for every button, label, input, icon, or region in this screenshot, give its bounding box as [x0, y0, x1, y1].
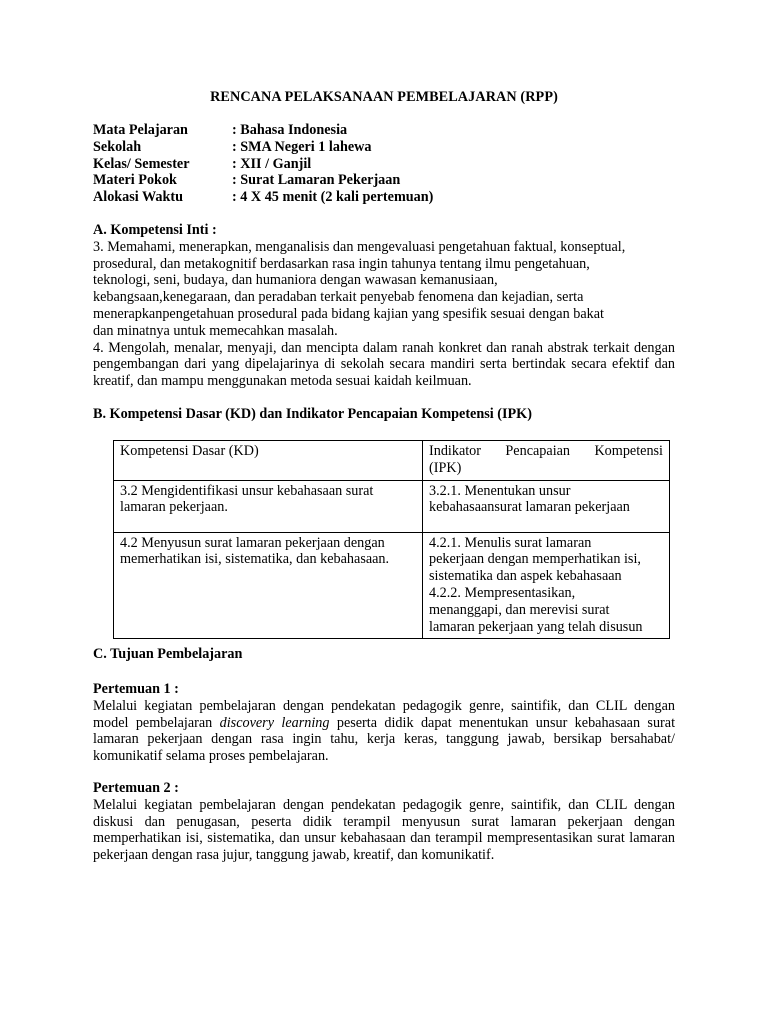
header-ipk-line2: (IPK)	[429, 459, 462, 476]
p1-text-before: Melalui kegiatan pembelajaran dengan pendekatan pedagogik genre, saintifik, dan CLIL dengan model pembelajaran	[93, 697, 675, 731]
meta-value: : SMA Negeri 1 lahewa	[232, 138, 372, 155]
meta-row	[93, 122, 675, 139]
identity-block	[93, 122, 675, 206]
ki-3-line: prosedural, dan metakognitif berdasarkan rasa ingin tahunya tentang ilmu pengetahuan,	[93, 255, 590, 272]
meta-value: : 4 X 45 menit (2 kali pertemuan)	[232, 189, 434, 206]
header-ipk-word: Kompetensi	[594, 443, 663, 459]
meta-key: Sekolah	[93, 138, 142, 155]
section-a	[93, 222, 675, 390]
ipk-line: 4.2.2. Mempresentasikan,	[429, 584, 576, 601]
ipk-line: lamaran pekerjaan yang telah disusun	[429, 618, 643, 635]
table-header-row	[114, 441, 670, 481]
meta-key: Mata Pelajaran	[93, 122, 188, 138]
kd-cell: 3.2 Mengidentifikasi unsur kebahasaan surat lamaran pekerjaan.	[114, 480, 423, 532]
ki-3-line: teknologi, seni, budaya, dan humaniora dengan wawasan kemanusiaan,	[93, 272, 498, 289]
header-ipk-word: Indikator	[429, 443, 482, 459]
header-ipk-word: Pencapaian	[505, 443, 571, 459]
ipk-line: pekerjaan dengan memperhatikan isi,	[429, 551, 641, 568]
meta-key: Alokasi Waktu	[93, 189, 184, 206]
meta-value: : Surat Lamaran Pekerjaan	[232, 172, 401, 189]
meta-key: Materi Pokok	[93, 172, 177, 189]
ki-3-line: menerapkanpengetahuan prosedural pada bidang kajian yang spesifik sesuai dengan bakat	[93, 305, 604, 322]
ipk-cell	[423, 480, 670, 532]
pertemuan-1-heading: Pertemuan 1 :	[93, 681, 179, 697]
meta-row	[93, 139, 675, 156]
p1-text-italic: discovery learning	[219, 714, 330, 731]
pertemuan-2-text: Melalui kegiatan pembelajaran dengan pendekatan pedagogik genre, saintifik, dan CLIL dengan diskusi dan penugasan, peserta didik terampil menyusun surat lamaran pekerjaan dengan memperhatikan isi, sistematika, dan unsur kebahasaan dan terampil mempresentasikan surat lamaran pekerjaan dengan rasa jujur, tanggung jawab, kreatif, dan komunikatif.	[93, 796, 675, 864]
document-title: RENCANA PELAKSANAAN PEMBELAJARAN (RPP)	[210, 89, 558, 105]
kd-cell: 4.2 Menyusun surat lamaran pekerjaan dengan memerhatikan isi, sistematika, dan kebahasaan.	[114, 532, 423, 639]
ki-3-line: kebangsaan,kenegaraan, dan peradaban terkait penyebab fenomena dan kejadian, serta	[93, 289, 584, 306]
meta-row	[93, 156, 675, 173]
meta-value: : Bahasa Indonesia	[232, 122, 348, 138]
ipk-line: menanggapi, dan merevisi surat	[429, 601, 610, 618]
p1-text-after: peserta didik dapat menentukan unsur kebahasaan surat lamaran pekerjaan dengan rasa ingin tahu, kerja keras, tanggung jawab, bersikap bersahabat/ komunikatif selama proses pembelajaran.	[93, 714, 676, 765]
meta-value: : XII / Ganjil	[232, 155, 312, 172]
pertemuan-1	[93, 681, 675, 765]
header-kd: Kompetensi Dasar (KD)	[114, 441, 423, 481]
pertemuan-1-text	[93, 698, 675, 765]
section-c-heading: C. Tujuan Pembelajaran	[93, 646, 243, 662]
meta-row	[93, 172, 675, 189]
ki-3-line: 3. Memahami, menerapkan, menganalisis dan mengevaluasi pengetahuan faktual, konseptual,	[93, 238, 626, 255]
meta-row	[93, 189, 675, 206]
ki-3-line: dan minatnya untuk memecahkan masalah.	[93, 322, 338, 339]
pertemuan-2-heading: Pertemuan 2 :	[93, 780, 179, 796]
table-row	[114, 532, 670, 639]
ipk-line: 3.2.1. Menentukan unsur	[429, 482, 571, 499]
header-ipk	[423, 441, 670, 481]
section-b-heading: B. Kompetensi Dasar (KD) dan Indikator Pencapaian Kompetensi (IPK)	[93, 406, 532, 422]
kd-ipk-table	[113, 440, 670, 639]
meta-key: Kelas/ Semester	[93, 155, 190, 172]
ipk-cell	[423, 532, 670, 639]
section-a-heading: A. Kompetensi Inti :	[93, 222, 217, 238]
table-row	[114, 480, 670, 532]
pertemuan-2	[93, 780, 675, 864]
ki-4-paragraph: 4. Mengolah, menalar, menyaji, dan mencipta dalam ranah konkret dan ranah abstrak terkait dengan pengembangan dari yang dipelajarinya di sekolah secara mandiri serta bertindak secara efektif dan kreatif, dan mampu menggunakan metoda sesuai kaidah keilmuan.	[93, 339, 675, 390]
ipk-line: kebahasaansurat lamaran pekerjaan	[429, 499, 630, 516]
ipk-line: 4.2.1. Menulis surat lamaran	[429, 534, 592, 551]
ipk-line: sistematika dan aspek kebahasaan	[429, 568, 622, 585]
